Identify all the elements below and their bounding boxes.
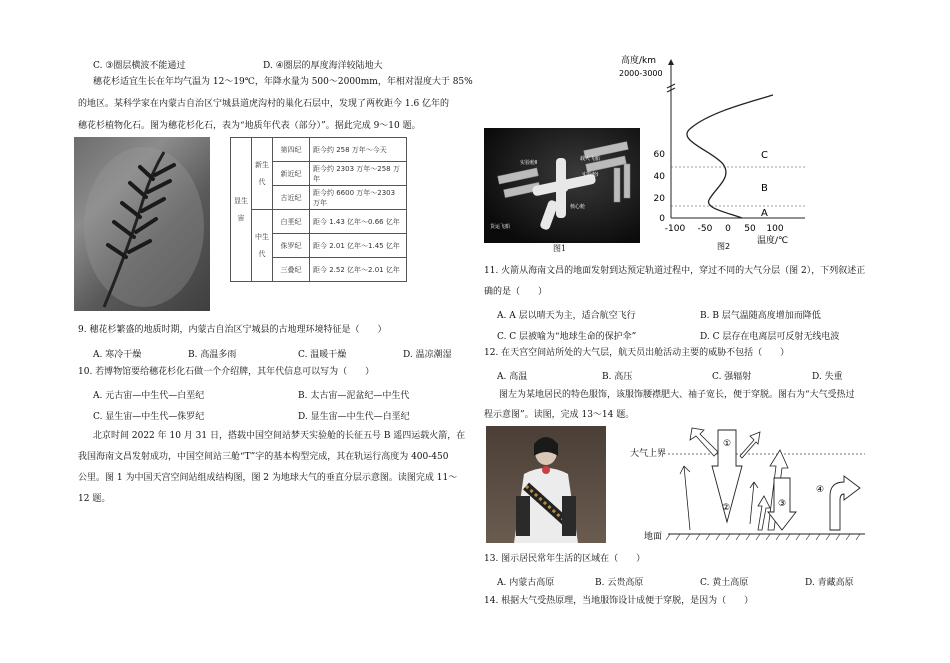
q12-option-b: B. 高压 bbox=[602, 372, 633, 382]
intro-11-12-line4: 12 题。 bbox=[78, 494, 111, 504]
intro-13-14-line1: 图左为某地居民的特色服饰，该服饰腰襟肥大、袖子宽长，便于穿脱。图右为“大气受热过 bbox=[499, 390, 855, 400]
intro-9-10-line2: 的地区。某科学家在内蒙古自治区宁城县道虎沟村的巢化石层中，发现了两枚距今 1.6 亿年的 bbox=[78, 99, 450, 109]
marker-4: ④ bbox=[816, 485, 825, 495]
q9-option-d: D. 温凉潮湿 bbox=[403, 350, 452, 360]
geologic-time-table bbox=[230, 137, 407, 282]
arrow-ground-radiation-small bbox=[758, 496, 770, 530]
q9-option-b: B. 高温多雨 bbox=[188, 350, 237, 360]
age-cell: 距今 1.43 亿年～0.66 亿年 bbox=[310, 210, 407, 234]
mesozoic-cell: 中生代 bbox=[252, 210, 273, 282]
fig2-ylabel: 高度/km bbox=[621, 56, 657, 66]
fig2-xtick-m50: -50 bbox=[697, 224, 713, 234]
period-cell: 古近纪 bbox=[273, 186, 310, 210]
period-cell: 第四纪 bbox=[273, 138, 310, 162]
q14-stem: 14. 根据大气受热原理，当地服饰设计成便于穿脱，是因为（ ） bbox=[484, 596, 754, 606]
marker-2: ② bbox=[722, 503, 731, 513]
q10-option-d: D. 显生宙—中生代—白垩纪 bbox=[298, 412, 410, 422]
age-cell: 距今约 258 万年～今天 bbox=[310, 138, 407, 162]
q12-option-d: D. 失重 bbox=[812, 372, 843, 382]
q10-option-c: C. 显生宙—中生代—侏罗纪 bbox=[93, 412, 205, 422]
intro-11-12-line3: 公里。图 1 为中国天宫空间站组成结构图，图 2 为地球大气的垂直分层示意图。读图完成 11～ bbox=[78, 473, 458, 483]
eon-cell: 显生宙 bbox=[231, 138, 252, 282]
intro-11-12-line1: 北京时间 2022 年 10 月 31 日，搭载中国空间站梦天实验舱的长征五号 B 遥四运载火箭，在 bbox=[93, 431, 466, 441]
period-cell: 新近纪 bbox=[273, 162, 310, 186]
fig2-ytop: 2000-3000 bbox=[619, 69, 663, 78]
q13-option-d: D. 青藏高原 bbox=[805, 578, 854, 588]
costume-photo bbox=[486, 426, 606, 543]
fig2-layer-a: A bbox=[761, 208, 768, 219]
fig2-ytick-60: 60 bbox=[653, 150, 665, 160]
q9-option-a: A. 寒冷干燥 bbox=[93, 350, 142, 360]
age-cell: 距今 2.01 亿年～1.45 亿年 bbox=[310, 234, 407, 258]
atmosphere-layers-chart bbox=[615, 40, 815, 250]
fig2-xtick-m100: -100 bbox=[664, 224, 686, 234]
q8-option-d: D. ④圈层的厚度海洋较陆地大 bbox=[263, 61, 383, 71]
q12-option-a: A. 高温 bbox=[497, 372, 528, 382]
arrow-thin-up-mid bbox=[750, 482, 758, 524]
q11-option-d: D. C 层存在电离层可反射无线电波 bbox=[700, 332, 840, 342]
fig1-label-core: 核心舱 bbox=[570, 204, 586, 210]
q13-option-a: A. 内蒙古高原 bbox=[497, 578, 555, 588]
heat-ground-label: 地面 bbox=[644, 532, 663, 542]
q10-option-b: B. 太古宙—泥盆纪—中生代 bbox=[298, 391, 410, 401]
fossil-photo bbox=[74, 137, 210, 311]
arrow-ground-heating bbox=[830, 476, 860, 530]
arrow-thin-up bbox=[680, 466, 690, 530]
fig1-label-lab2: 实验舱Ⅱ bbox=[520, 160, 538, 166]
q11-stem-line1: 11. 火箭从海南文昌的地面发射到达预定轨道过程中，穿过不同的大气分层（图 2），下列叙述正 bbox=[484, 266, 866, 276]
fig2-ytick-20: 20 bbox=[653, 194, 665, 204]
q8-option-c: C. ③圈层横波不能通过 bbox=[93, 61, 186, 71]
q9-stem: 9. 穗花杉繁盛的地质时期，内蒙古自治区宁城县的古地理环境特征是（ ） bbox=[78, 325, 387, 335]
fig2-xtick-100: 100 bbox=[766, 224, 784, 234]
age-cell: 距今约 2303 万年～258 万年 bbox=[310, 162, 407, 186]
atmosphere-heating-diagram bbox=[630, 426, 870, 544]
arrow-reflection-left bbox=[690, 428, 718, 456]
q10-stem: 10. 若博物馆要给穗花杉化石做一个介绍牌，其年代信息可以写为（ ） bbox=[78, 367, 375, 377]
q12-option-c: C. 强辐射 bbox=[712, 372, 752, 382]
fig2-xtick-0: 0 bbox=[725, 224, 731, 234]
fig1-label-crew-ship: 载人飞船 bbox=[580, 156, 601, 162]
q13-option-c: C. 黄土高原 bbox=[700, 578, 749, 588]
q13-stem: 13. 图示居民常年生活的区域在（ ） bbox=[484, 554, 646, 564]
fig2-layer-c: C bbox=[761, 150, 768, 161]
age-cell: 距今约 6600 万年～2303 万年 bbox=[310, 186, 407, 210]
intro-13-14-line2: 程示意图”。读图，完成 13～14 题。 bbox=[484, 410, 635, 420]
intro-9-10-line1: 穗花杉适宜生长在年均气温为 12～19℃，年降水量为 500～2000mm，年相对湿度大于 85% bbox=[93, 77, 473, 87]
q10-option-a: A. 元古宙—中生代—白垩纪 bbox=[93, 391, 205, 401]
marker-3: ③ bbox=[778, 499, 787, 509]
period-cell: 三叠纪 bbox=[273, 258, 310, 282]
period-cell: 白垩纪 bbox=[273, 210, 310, 234]
fig2-ytick-40: 40 bbox=[653, 172, 665, 182]
intro-9-10-line3: 穗花杉植物化石。图为穗花杉化石，表为“地质年代表（部分）”。据此完成 9～10 题。 bbox=[78, 121, 421, 131]
q12-stem: 12. 在天宫空间站所处的大气层，航天员出舱活动主要的威胁不包括（ ） bbox=[484, 348, 790, 358]
q13-option-b: B. 云贵高原 bbox=[595, 578, 644, 588]
q11-stem-line2: 确的是（ ） bbox=[484, 287, 548, 297]
fig2-xlabel: 温度/℃ bbox=[757, 236, 789, 246]
intro-11-12-line2: 我国海南文昌发射成功，中国空间站三舱“T”字的基本构型完成，其在轨运行高度为 400-450 bbox=[78, 452, 449, 462]
fig1-label-cargo-ship: 货运飞船 bbox=[490, 224, 511, 230]
fig1-caption: 图1 bbox=[553, 244, 567, 253]
period-cell: 侏罗纪 bbox=[273, 234, 310, 258]
fig2-ytick-0: 0 bbox=[659, 214, 665, 224]
q11-option-c: C. C 层被喻为“地球生命的保护伞” bbox=[497, 332, 637, 342]
heat-top-label: 大气上界 bbox=[630, 449, 667, 459]
fig2-caption: 图2 bbox=[717, 242, 731, 250]
q11-option-b: B. B 层气温随高度增加而降低 bbox=[700, 311, 821, 321]
fig2-layer-b: B bbox=[761, 183, 768, 194]
marker-1: ① bbox=[723, 439, 732, 449]
age-cell: 距今 2.52 亿年～2.01 亿年 bbox=[310, 258, 407, 282]
q9-option-c: C. 温暖干燥 bbox=[298, 350, 347, 360]
ground-hatch bbox=[666, 534, 860, 540]
fig2-xtick-50: 50 bbox=[744, 224, 756, 234]
fig1-label-lab1: 实验舱Ⅰ bbox=[582, 172, 599, 178]
q11-option-a: A. A 层以晴天为主，适合航空飞行 bbox=[497, 311, 636, 321]
cenozoic-cell: 新生代 bbox=[252, 138, 273, 210]
